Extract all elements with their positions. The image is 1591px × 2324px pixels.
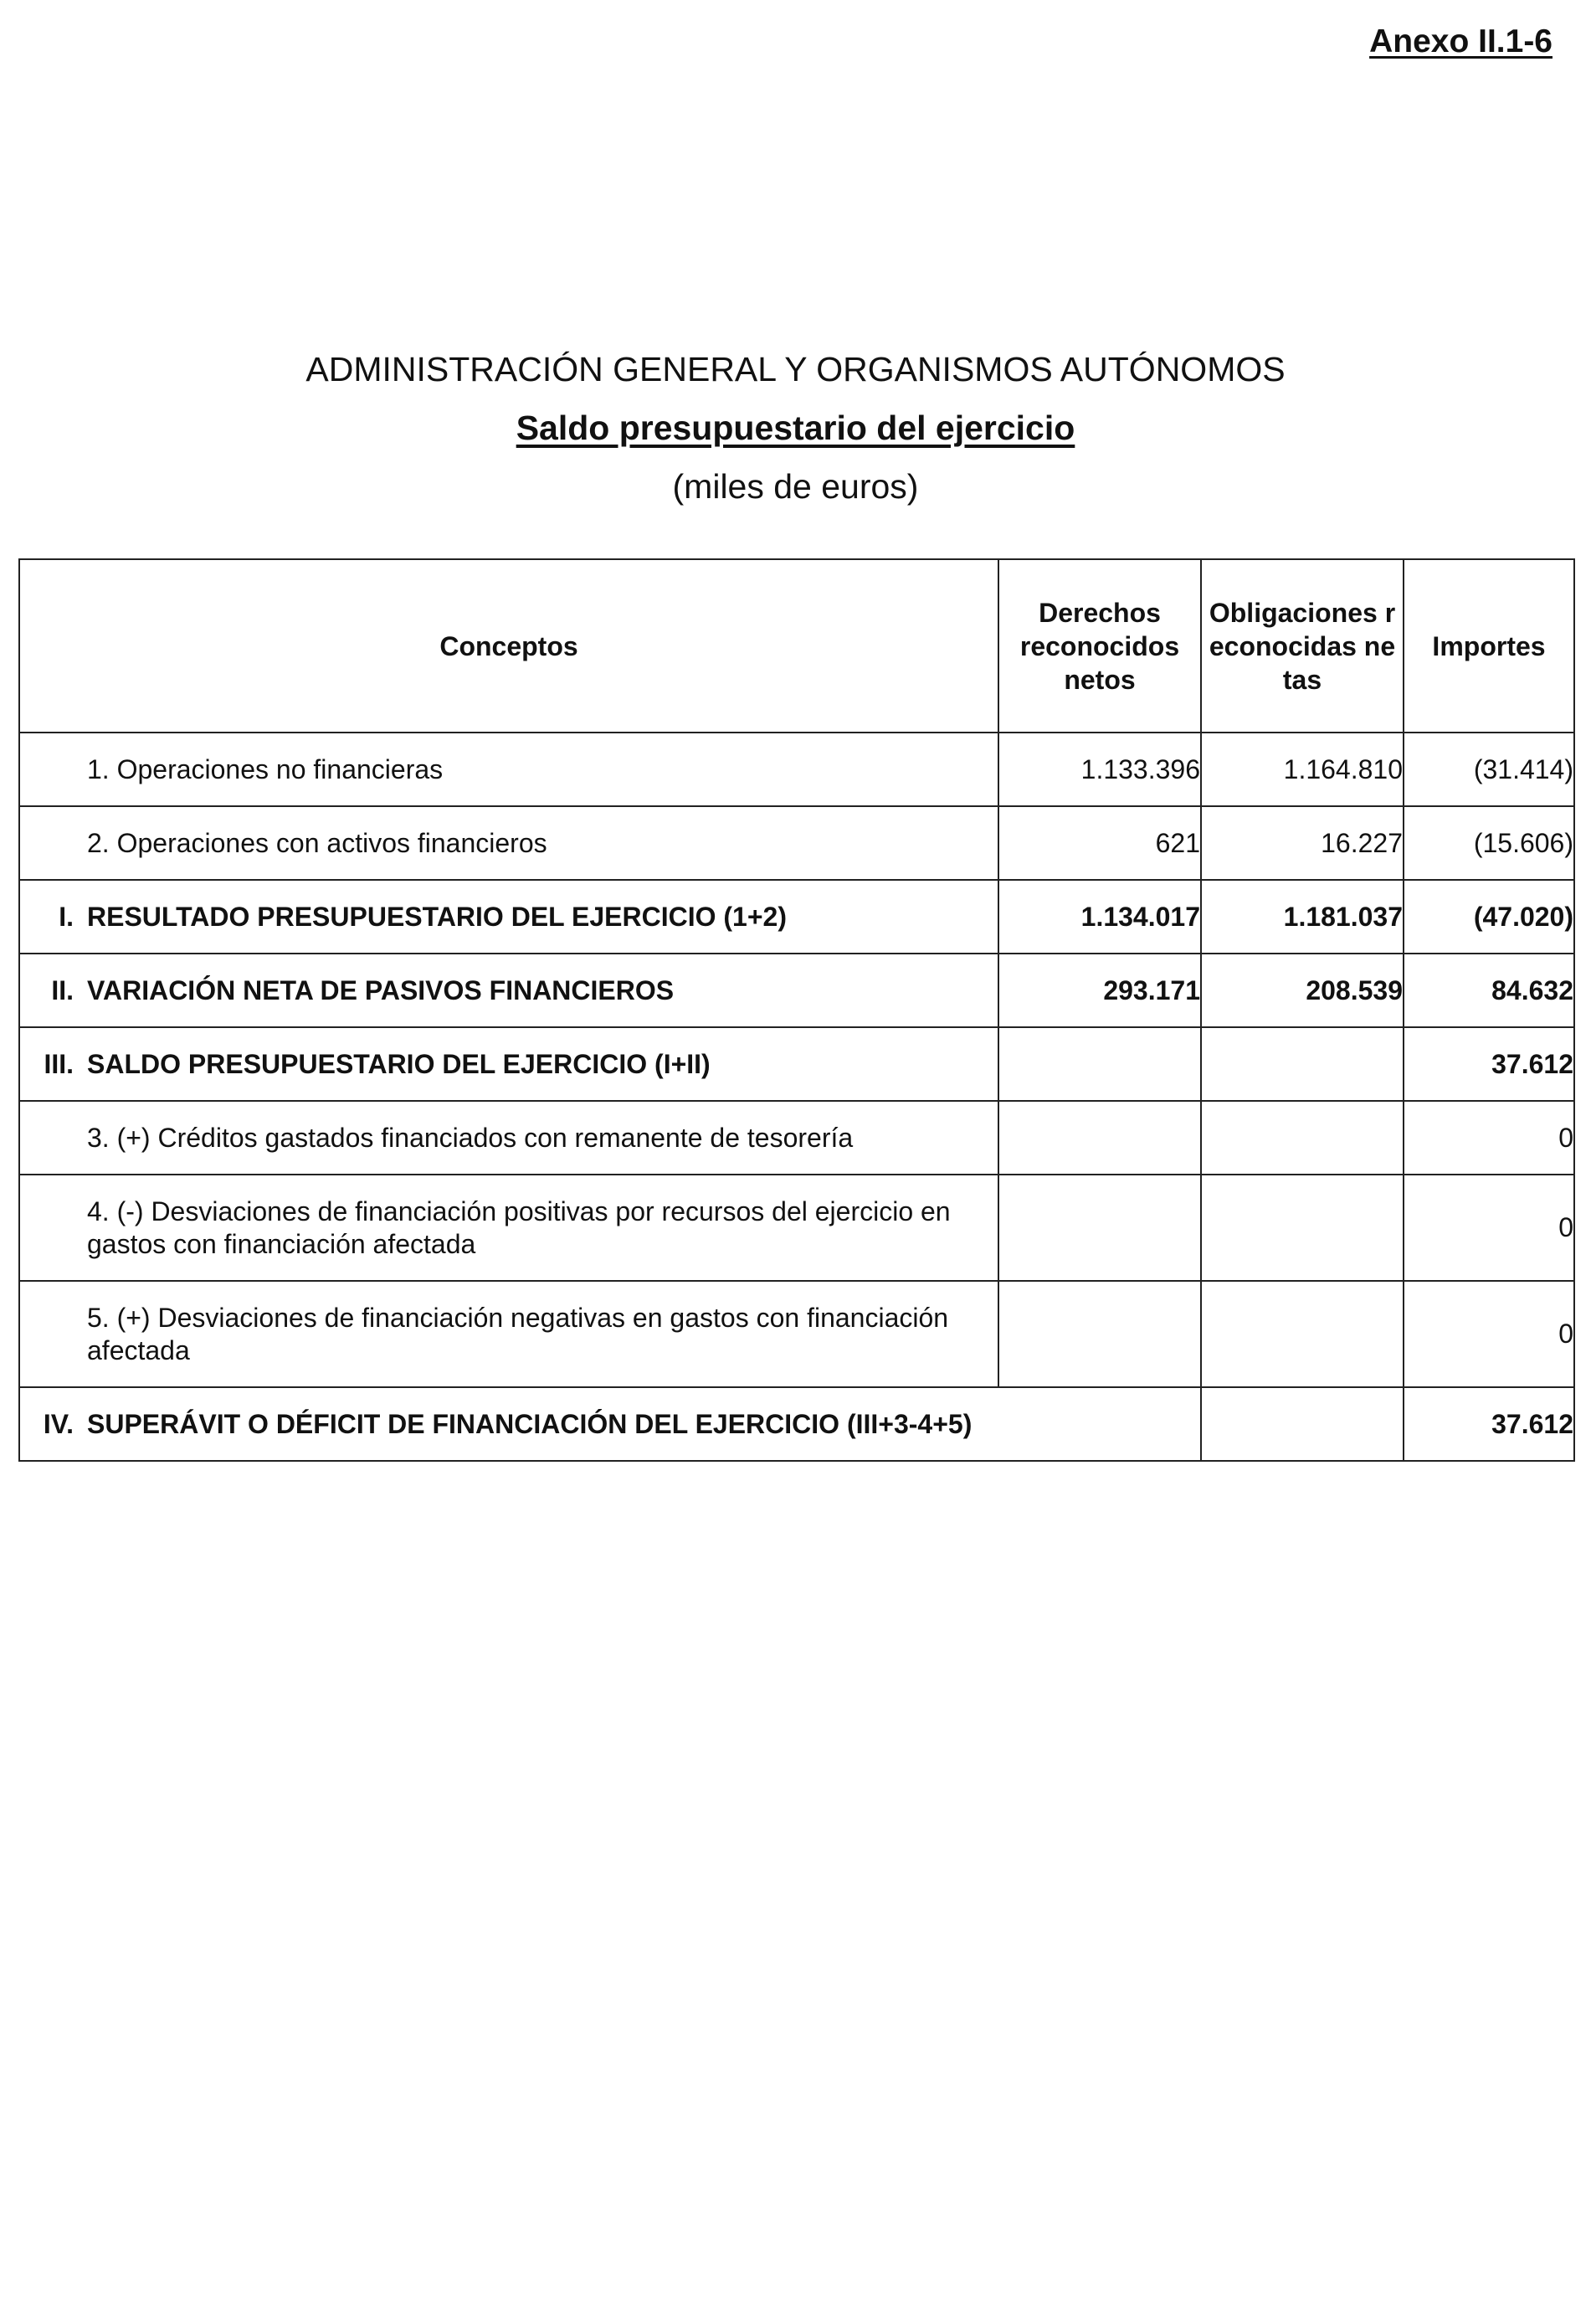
table-row: [19, 806, 1574, 880]
concept-cell: [19, 1175, 998, 1281]
concept-cell: [19, 1101, 998, 1175]
concept-cell: [19, 1281, 998, 1387]
concept-cell: [19, 880, 998, 954]
rights-cell: [998, 1027, 1201, 1101]
concept-text: RESULTADO PRESUPUESTARIO DEL EJERCICIO (1+2): [87, 901, 787, 932]
rights-cell: [998, 1175, 1201, 1281]
obligations-cell: [1201, 1281, 1404, 1387]
table-row: [19, 1101, 1574, 1175]
rights-cell: [998, 1281, 1201, 1387]
row-numeral: IV.: [43, 1408, 74, 1439]
concept-cell: [19, 1027, 998, 1101]
concept-text: SALDO PRESUPUESTARIO DEL EJERCICIO (I+II): [87, 1048, 711, 1079]
concept-text: 3. (+) Créditos gastados financiados con remanente de tesorería: [87, 1122, 854, 1153]
budget-balance-table: [18, 558, 1575, 1462]
concept-text: 2. Operaciones con activos financieros: [87, 827, 547, 858]
concept-text: SUPERÁVIT O DÉFICIT DE FINANCIACIÓN DEL EJERCICIO (III+3-4+5): [87, 1408, 973, 1439]
obligations-cell: [1201, 1101, 1404, 1175]
row-numeral: I.: [59, 901, 74, 932]
concept-text: 5. (+) Desviaciones de financiación negativas en gastos con financiación afectada: [87, 1302, 949, 1365]
annex-label: Anexo II.1-6: [1369, 23, 1553, 59]
amount-cell: 84.632: [1404, 954, 1574, 1027]
table-row: [19, 1027, 1574, 1101]
amount-cell: 0: [1404, 1281, 1574, 1387]
table-row: [19, 1175, 1574, 1281]
rights-cell: 293.171: [998, 954, 1201, 1027]
header-rights: Derechos reconocidos netos: [998, 559, 1201, 733]
table-row: [19, 1281, 1574, 1387]
concept-text: 4. (-) Desviaciones de financiación positivas por recursos del ejercicio en gastos con financiación afectada: [87, 1195, 951, 1259]
concept-cell: [19, 733, 998, 806]
row-numeral: II.: [51, 974, 74, 1005]
header-concepts: Conceptos: [19, 559, 998, 733]
obligations-cell: 1.164.810: [1201, 733, 1404, 806]
document-title: ADMINISTRACIÓN GENERAL Y ORGANISMOS AUTÓNOMOS: [305, 350, 1286, 388]
obligations-cell: 16.227: [1201, 806, 1404, 880]
obligations-cell: 1.181.037: [1201, 880, 1404, 954]
concept-cell: [19, 1387, 1201, 1461]
units-note: (miles de euros): [672, 467, 919, 506]
header-amounts: Importes: [1404, 559, 1574, 733]
document-subtitle: Saldo presupuestario del ejercicio: [516, 409, 1075, 447]
rights-cell: [998, 1101, 1201, 1175]
table-header-row: [19, 559, 1574, 733]
amount-cell: 37.612: [1404, 1387, 1574, 1461]
table-row: [19, 733, 1574, 806]
amount-cell: 37.612: [1404, 1027, 1574, 1101]
concept-text: 1. Operaciones no financieras: [87, 753, 444, 784]
amount-cell: (47.020): [1404, 880, 1574, 954]
amount-cell: 0: [1404, 1175, 1574, 1281]
obligations-cell: 208.539: [1201, 954, 1404, 1027]
row-numeral: III.: [44, 1048, 74, 1079]
table-row: [19, 880, 1574, 954]
header-obligations: Obligaciones reconocidas netas: [1201, 559, 1404, 733]
rights-cell: 621: [998, 806, 1201, 880]
table-row: [19, 1387, 1574, 1461]
amount-cell: (31.414): [1404, 733, 1574, 806]
rights-cell: 1.133.396: [998, 733, 1201, 806]
obligations-cell: [1201, 1027, 1404, 1101]
obligations-cell: [1201, 1175, 1404, 1281]
table-row: [19, 954, 1574, 1027]
rights-cell: 1.134.017: [998, 880, 1201, 954]
concept-cell: [19, 954, 998, 1027]
amount-cell: (15.606): [1404, 806, 1574, 880]
concept-text: VARIACIÓN NETA DE PASIVOS FINANCIEROS: [87, 974, 675, 1005]
amount-cell: 0: [1404, 1101, 1574, 1175]
concept-cell: [19, 806, 998, 880]
obligations-cell: [1201, 1387, 1404, 1461]
